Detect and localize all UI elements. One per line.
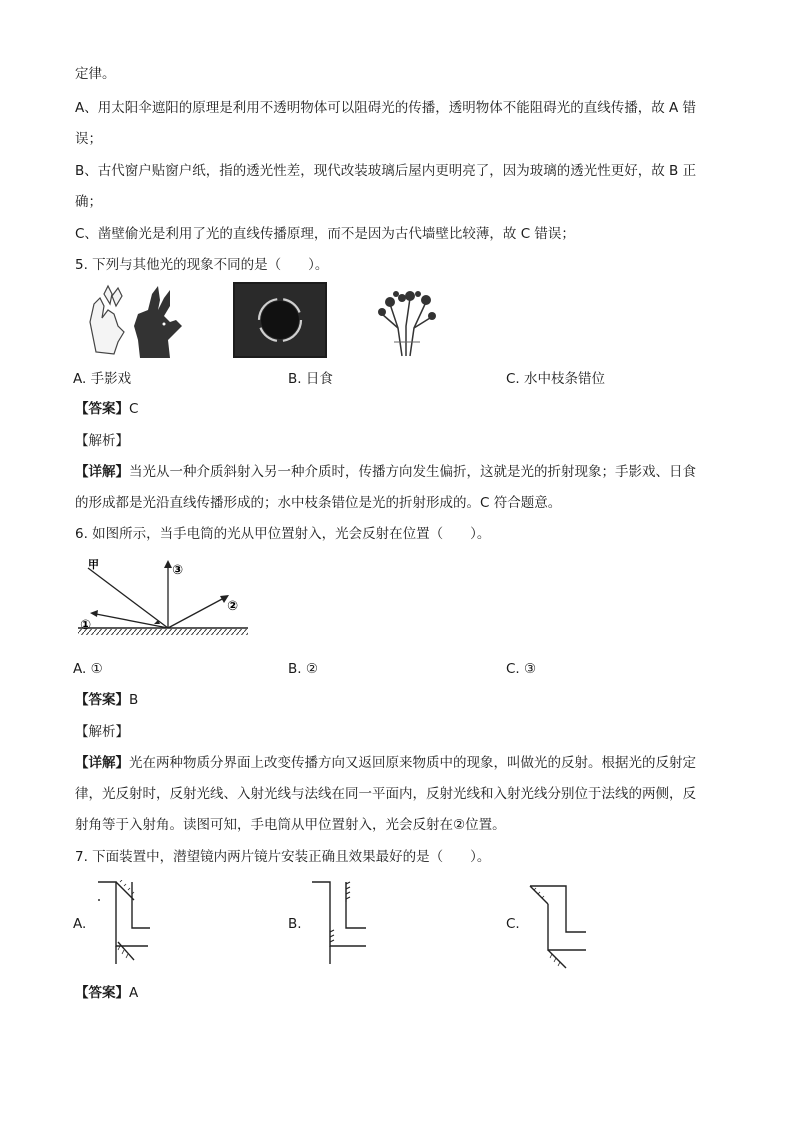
q7-answer-value: A (129, 985, 139, 1001)
q6-answer (75, 690, 138, 710)
q5-answer-tag: 【答案】 (75, 401, 129, 417)
branches-in-water-image (368, 284, 442, 358)
periscope-a-diagram (96, 880, 168, 964)
hand-shadow-rabbit-image (78, 282, 190, 362)
q4-option-c-line: C、凿壁偷光是利用了光的直线传播原理，而不是因为古代墙壁比较薄，故 C 错误； (75, 226, 575, 242)
fig-label-2: ② (227, 599, 239, 614)
q4-law-end: 定律。 (75, 66, 116, 82)
q4-option-a-line1: A、用太阳伞遮阳的原理是利用不透明物体可以阻碍光的传播，透明物体不能阻碍光的直线传播，故 A 错 (75, 100, 697, 116)
q7-option-a: A. (73, 916, 87, 932)
q6-stem: 6. 如图所示，当手电筒的光从甲位置射入，光会反射在位置（ ）。 (75, 526, 491, 542)
q6-detail-line3: 射角等于入射角。读图可知，手电筒从甲位置射入，光会反射在②位置。 (75, 817, 506, 833)
q4-option-a-line2: 误； (75, 131, 102, 147)
q7-answer-tag: 【答案】 (75, 985, 129, 1001)
q5-detail-text: 当光从一种介质斜射入另一种介质时，传播方向发生偏折，这就是光的折射现象；手影戏、日食 (129, 464, 696, 480)
fig-label-1: ① (80, 618, 92, 633)
reflection-diagram (74, 554, 252, 644)
q5-answer (75, 399, 138, 419)
q5-stem: 5. 下列与其他光的现象不同的是（ ）。 (75, 257, 329, 273)
q5-option-c: C. 水中枝条错位 (506, 371, 606, 387)
q5-analysis-tag: 【解析】 (75, 433, 129, 449)
periscope-c-diagram (526, 880, 598, 970)
solar-eclipse-image (233, 282, 327, 358)
fig-label-jia: 甲 (88, 558, 99, 571)
q5-detail-line1 (75, 462, 696, 482)
q5-detail-line2: 的形成都是光沿直线传播形成的；水中枝条错位是光的折射形成的。C 符合题意。 (75, 495, 562, 511)
q5-answer-value: C (129, 401, 139, 417)
q7-option-c: C. (506, 916, 520, 932)
q6-option-a: A. ① (73, 661, 103, 677)
q6-detail-tag: 【详解】 (75, 755, 129, 771)
q4-option-b-line2: 确； (75, 194, 102, 210)
q5-option-a: A. 手影戏 (73, 371, 132, 387)
q7-option-b: B. (288, 916, 302, 932)
periscope-b-diagram (310, 880, 382, 964)
q6-answer-tag: 【答案】 (75, 692, 129, 708)
q6-option-b: B. ② (288, 661, 318, 677)
q6-detail-line2: 律，光反射时，反射光线、入射光线与法线在同一平面内，反射光线和入射光线分别位于法线的两侧，反 (75, 786, 696, 802)
q6-analysis-tag: 【解析】 (75, 724, 129, 740)
q6-detail-text: 光在两种物质分界面上改变传播方向又返回原来物质中的现象，叫做光的反射。根据光的反射定 (129, 755, 696, 771)
q7-stem: 7. 下面装置中，潜望镜内两片镜片安装正确且效果最好的是（ ）。 (75, 849, 491, 865)
q6-detail-line1 (75, 753, 696, 773)
q6-option-c: C. ③ (506, 661, 537, 677)
q5-option-b: B. 日食 (288, 371, 333, 387)
q5-detail-tag: 【详解】 (75, 464, 129, 480)
fig-label-3: ③ (172, 563, 184, 578)
q4-option-b-line1: B、古代窗户贴窗户纸，指的透光性差，现代改装玻璃后屋内更明亮了，因为玻璃的透光性更好，故 B 正 (75, 163, 697, 179)
q6-answer-value: B (129, 692, 139, 708)
q7-answer (75, 983, 138, 1003)
